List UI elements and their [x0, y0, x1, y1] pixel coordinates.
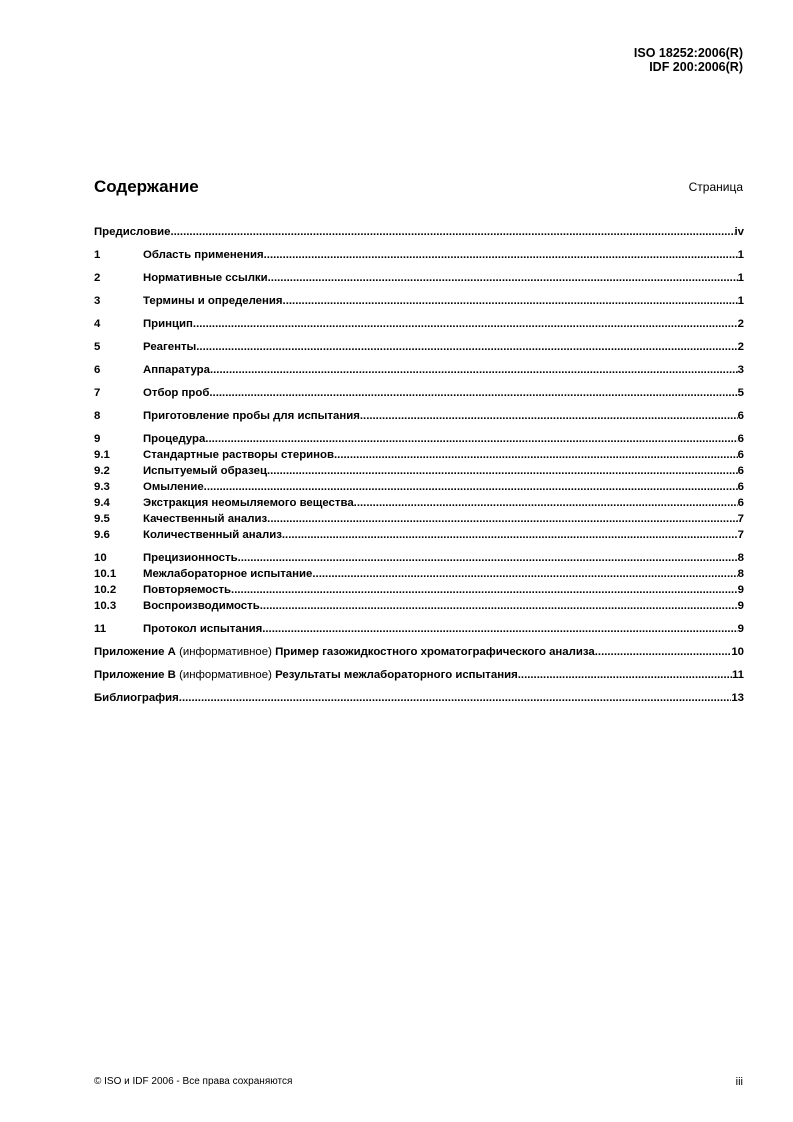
toc-entry-page: 5	[737, 387, 744, 399]
dot-leader	[231, 582, 738, 598]
toc-entry-title: Прецизионность	[143, 552, 238, 564]
standard-number-idf: IDF 200:2006(R)	[649, 60, 743, 74]
toc-entry-page: 6	[737, 481, 744, 493]
toc-entry-number: 9	[94, 433, 101, 445]
toc-entry-number: 11	[94, 623, 107, 635]
toc-entry-number: 10.1	[94, 568, 117, 580]
toc-entry[interactable]	[94, 316, 744, 332]
toc-entry-label	[143, 408, 360, 424]
dot-leader	[260, 598, 738, 614]
toc-entry-title: Отбор проб	[143, 387, 210, 399]
page-footer	[94, 1076, 743, 1088]
toc-entry-page: 13	[731, 692, 744, 704]
toc-entry-label	[143, 566, 312, 582]
toc-entry-number: 6	[94, 364, 101, 376]
toc-entry-annex-title: Результаты межлабораторного испытания	[275, 669, 518, 681]
toc-entry[interactable]	[94, 270, 744, 286]
toc-entry-page: 6	[737, 449, 744, 461]
toc-entry-annex-type: (информативное)	[179, 669, 272, 681]
toc-entry-number: 3	[94, 295, 101, 307]
toc-entry-title: Количественный анализ	[143, 529, 282, 541]
dot-leader	[267, 511, 738, 527]
toc-entry-label	[143, 247, 264, 263]
copyright-notice: © ISO и IDF 2006 - Все права сохраняются	[94, 1076, 293, 1087]
toc-entry-title: Качественный анализ	[143, 513, 268, 525]
dot-leader	[210, 362, 738, 378]
toc-entry-title: Предисловие	[94, 226, 171, 238]
toc-entry-page: 8	[737, 568, 744, 580]
toc-entry-page: 3	[737, 364, 744, 376]
page-number: iii	[735, 1076, 743, 1088]
toc-entry-label	[143, 316, 193, 332]
toc-entry-annex-title: Пример газожидкостного хроматографического анализа	[275, 646, 595, 658]
toc-entry-title: Реагенты	[143, 341, 197, 353]
dot-leader	[262, 621, 737, 637]
toc-entry-page: 7	[737, 513, 744, 525]
toc-entry-number: 10	[94, 552, 107, 564]
toc-entry[interactable]	[94, 495, 744, 511]
dot-leader	[264, 247, 738, 263]
toc-entry-page: 1	[737, 295, 744, 307]
toc-entry-page: 1	[737, 272, 744, 284]
toc-entry-page: iv	[734, 226, 744, 238]
toc-entry-page: 6	[737, 410, 744, 422]
toc-entry-title: Приготовление пробы для испытания	[143, 410, 360, 422]
dot-leader	[268, 270, 738, 286]
toc-entry-title: Воспроизводимость	[143, 600, 260, 612]
toc-entry-label	[143, 621, 262, 637]
toc-entry[interactable]	[94, 224, 744, 240]
dot-leader	[312, 566, 737, 582]
toc-entry-page: 10	[731, 646, 744, 658]
toc-entry[interactable]	[94, 408, 744, 424]
toc-entry-page: 9	[737, 623, 744, 635]
dot-leader	[334, 447, 738, 463]
toc-entry-label	[143, 479, 204, 495]
toc-entry[interactable]	[94, 479, 744, 495]
toc-entry-label	[143, 527, 282, 543]
toc-entry-title: Экстракция неомыляемого вещества	[143, 497, 354, 509]
toc-entry[interactable]	[94, 511, 744, 527]
dot-leader	[360, 408, 738, 424]
toc-entry-number: 9.2	[94, 465, 110, 477]
toc-entry[interactable]	[94, 447, 744, 463]
toc-entry-title: Приложение А	[94, 646, 176, 658]
toc-entry-label	[143, 339, 196, 355]
toc-entry-title: Библиография	[94, 692, 179, 704]
toc-entry-page: 9	[737, 584, 744, 596]
toc-entry-page: 7	[737, 529, 744, 541]
toc-entry-label	[143, 550, 238, 566]
toc-entry-title: Омыление	[143, 481, 204, 493]
toc-entry-label	[143, 270, 268, 286]
toc-entry[interactable]	[94, 598, 744, 614]
toc-entry-title: Испытуемый образец	[143, 465, 267, 477]
toc-entry-label	[143, 598, 260, 614]
page-column-label: Страница	[688, 180, 743, 194]
dot-leader	[282, 527, 738, 543]
toc-entry-number: 4	[94, 318, 101, 330]
toc-entry[interactable]	[94, 582, 744, 598]
toc-entry-number: 10.2	[94, 584, 117, 596]
toc-entry-page: 6	[737, 433, 744, 445]
toc-title: Содержание	[94, 177, 199, 196]
toc-entry-title: Принцип	[143, 318, 193, 330]
toc-entry-title: Термины и определения	[143, 295, 283, 307]
toc-entry-label	[94, 667, 518, 683]
toc-entry-label	[143, 447, 334, 463]
toc-entry-title: Стандартные растворы стеринов	[143, 449, 334, 461]
toc-entry-number: 9.3	[94, 481, 110, 493]
dot-leader	[204, 479, 738, 495]
toc-entry-number: 2	[94, 272, 101, 284]
toc-entry-label	[94, 644, 595, 660]
dot-leader	[205, 431, 737, 447]
toc-entry[interactable]	[94, 247, 744, 263]
toc-entry-page: 1	[737, 249, 744, 261]
toc-entry-page: 2	[737, 318, 744, 330]
toc-entry-title: Протокол испытания	[143, 623, 263, 635]
dot-leader	[170, 224, 734, 240]
toc-entry[interactable]	[94, 463, 744, 479]
toc-entry-label	[143, 511, 267, 527]
toc-entry-label	[143, 495, 354, 511]
toc-entry-label	[143, 582, 231, 598]
table-of-contents	[94, 224, 744, 706]
toc-entry-title: Процедура	[143, 433, 206, 445]
toc-entry[interactable]	[94, 644, 744, 660]
toc-entry-number: 9.4	[94, 497, 110, 509]
dot-leader	[193, 316, 738, 332]
toc-entry-number: 7	[94, 387, 101, 399]
toc-entry-number: 10.3	[94, 600, 117, 612]
dot-leader	[595, 644, 732, 660]
toc-entry-title: Приложение В	[94, 669, 176, 681]
document-header	[634, 46, 743, 74]
toc-entry[interactable]	[94, 527, 744, 543]
toc-entry-number: 9.5	[94, 513, 110, 525]
dot-leader	[518, 667, 732, 683]
toc-entry-label	[143, 463, 267, 479]
toc-entry-title: Нормативные ссылки	[143, 272, 268, 284]
toc-entry[interactable]	[94, 339, 744, 355]
toc-entry-label	[143, 431, 205, 447]
toc-entry-page: 6	[737, 497, 744, 509]
toc-entry-page: 6	[737, 465, 744, 477]
dot-leader	[283, 293, 738, 309]
dot-leader	[196, 339, 737, 355]
standard-number-iso: ISO 18252:2006(R)	[633, 46, 743, 60]
dot-leader	[238, 550, 738, 566]
toc-entry[interactable]	[94, 550, 744, 566]
toc-entry-number: 8	[94, 410, 101, 422]
dot-leader	[179, 690, 732, 706]
dot-leader	[354, 495, 738, 511]
toc-entry-annex-type: (информативное)	[179, 646, 272, 658]
toc-entry[interactable]	[94, 362, 744, 378]
toc-entry-title: Область применения	[143, 249, 264, 261]
toc-entry[interactable]	[94, 293, 744, 309]
toc-entry-title: Межлабораторное испытание	[143, 568, 313, 580]
toc-entry-title: Повторяемость	[143, 584, 232, 596]
toc-entry[interactable]	[94, 566, 744, 582]
toc-entry[interactable]	[94, 667, 744, 683]
toc-entry-label	[143, 293, 283, 309]
toc-entry[interactable]	[94, 690, 744, 706]
toc-entry-label	[94, 224, 170, 240]
toc-entry-label	[143, 385, 209, 401]
dot-leader	[209, 385, 737, 401]
toc-entry-number: 9.1	[94, 449, 110, 461]
toc-entry-number: 9.6	[94, 529, 110, 541]
toc-entry-title: Аппаратура	[143, 364, 210, 376]
toc-entry-page: 9	[737, 600, 744, 612]
toc-entry-page: 11	[731, 669, 744, 681]
toc-entry-number: 5	[94, 341, 101, 353]
dot-leader	[267, 463, 738, 479]
toc-entry-label	[94, 690, 179, 706]
toc-entry[interactable]	[94, 431, 744, 447]
toc-entry[interactable]	[94, 385, 744, 401]
toc-entry-page: 8	[737, 552, 744, 564]
toc-entry-number: 1	[94, 249, 101, 261]
toc-entry-page: 2	[737, 341, 744, 353]
toc-entry[interactable]	[94, 621, 744, 637]
toc-entry-label	[143, 362, 210, 378]
